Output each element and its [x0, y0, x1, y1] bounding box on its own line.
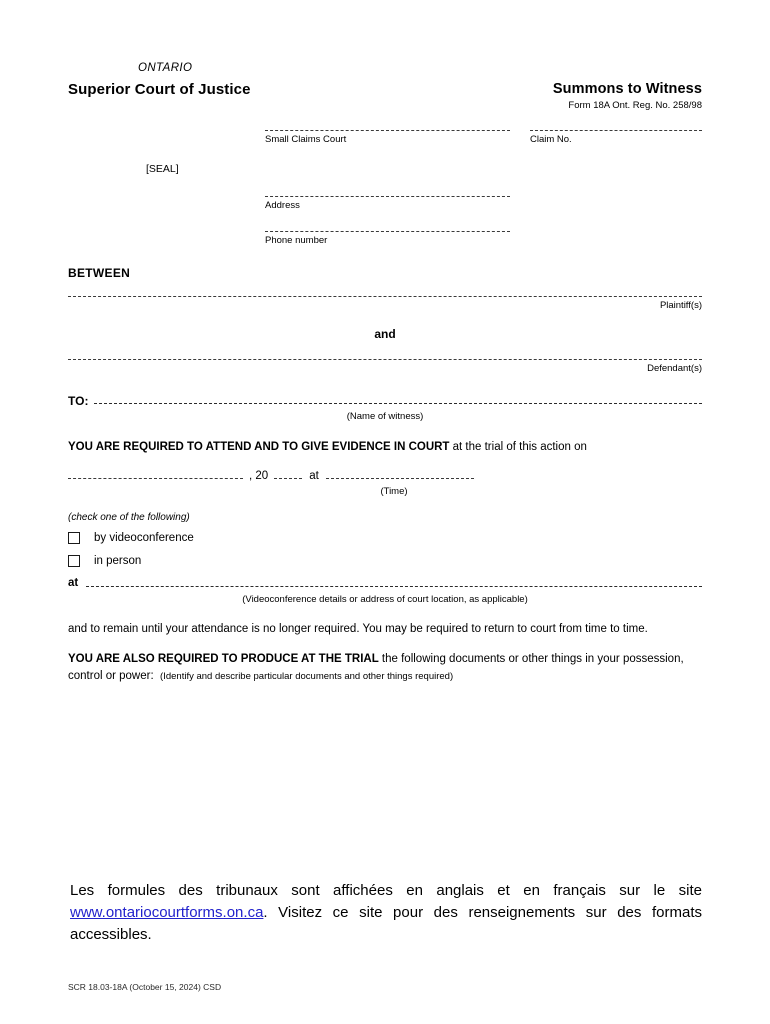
- french-accessibility-notice: [70, 880, 702, 945]
- at-location-label: at: [68, 577, 79, 589]
- seal-marker: [SEAL]: [146, 163, 179, 175]
- remain-paragraph: and to remain until your attendance is no longer required. You may be required to return to court from time to time.: [68, 623, 648, 635]
- defendant-input-line[interactable]: [68, 359, 702, 360]
- court-name-heading: Superior Court of Justice: [68, 81, 251, 98]
- claim-number-input-line[interactable]: [530, 130, 702, 131]
- produce-paragraph: [68, 651, 693, 684]
- time-caption: (Time): [380, 486, 408, 497]
- trial-datetime-row[interactable]: [68, 470, 568, 482]
- attend-bold-lead: YOU ARE REQUIRED TO ATTEND AND TO GIVE EVIDENCE IN COURT: [68, 441, 450, 453]
- ontario-court-forms-link[interactable]: www.ontariocourtforms.on.ca: [70, 903, 264, 921]
- form-revision-footer: SCR 18.03-18A (October 15, 2024) CSD: [68, 982, 222, 992]
- address-field[interactable]: [265, 196, 510, 211]
- produce-instruction: (Identify and describe particular documents and other things required): [160, 670, 454, 682]
- at-time-label: at: [309, 470, 319, 482]
- trial-date-input-line[interactable]: [68, 478, 243, 479]
- to-label: TO:: [68, 394, 89, 408]
- check-one-hint: (check one of the following): [68, 512, 190, 523]
- form-title: Summons to Witness: [552, 81, 702, 97]
- claim-number-field[interactable]: [530, 130, 702, 145]
- small-claims-court-field[interactable]: [265, 130, 510, 145]
- checkbox-label-in-person: in person: [94, 555, 142, 567]
- produce-rest-line2: possession, control or power:: [68, 653, 684, 682]
- form-number: Form 18A Ont. Reg. No. 258/98: [568, 100, 702, 111]
- attend-requirement-paragraph: [68, 440, 708, 456]
- address-input-line[interactable]: [265, 196, 510, 197]
- phone-number-input-line[interactable]: [265, 231, 510, 232]
- location-input-line[interactable]: [86, 586, 702, 587]
- checkbox-videoconference[interactable]: [68, 532, 80, 544]
- defendant-caption: Defendant(s): [647, 363, 702, 374]
- plaintiff-caption: Plaintiff(s): [659, 300, 702, 311]
- produce-bold-lead: YOU ARE ALSO REQUIRED TO PRODUCE AT THE TRIAL: [68, 653, 379, 665]
- french-notice-part1: Les formules des tribunaux sont affichées en anglais et en français sur le site: [70, 882, 702, 899]
- and-separator: and: [374, 327, 396, 341]
- checkbox-label-videoconference: by videoconference: [94, 532, 194, 544]
- witness-name-input-line[interactable]: [94, 403, 702, 404]
- location-row[interactable]: [68, 578, 702, 590]
- phone-number-label: Phone number: [265, 235, 328, 246]
- plaintiff-input-line[interactable]: [68, 296, 702, 297]
- small-claims-court-label: Small Claims Court: [265, 134, 347, 145]
- between-label: BETWEEN: [68, 266, 131, 280]
- witness-name-row[interactable]: [68, 395, 702, 407]
- jurisdiction-label: ONTARIO: [138, 62, 193, 74]
- produce-rest-line1: the following documents or other things in your: [378, 653, 620, 665]
- small-claims-court-input-line[interactable]: [265, 130, 510, 131]
- checkbox-in-person[interactable]: [68, 555, 80, 567]
- witness-name-caption: (Name of witness): [346, 411, 424, 422]
- claim-number-label: Claim No.: [530, 134, 572, 145]
- phone-number-field[interactable]: [265, 231, 510, 246]
- year-prefix-label: , 20: [249, 470, 269, 482]
- location-caption: (Videoconference details or address of court location, as applicable): [242, 594, 528, 605]
- address-label: Address: [265, 200, 300, 211]
- checkbox-row-in-person[interactable]: [68, 555, 141, 567]
- defendant-field[interactable]: [68, 359, 702, 374]
- french-notice-part2: . Visitez ce site pour des renseignements sur des formats accessibles.: [70, 903, 702, 943]
- attend-rest-text: at the trial of this action on: [449, 441, 587, 453]
- checkbox-row-videoconference[interactable]: [68, 532, 194, 544]
- plaintiff-field[interactable]: [68, 296, 702, 311]
- trial-time-input-line[interactable]: [326, 478, 474, 479]
- trial-year-input-line[interactable]: [274, 478, 302, 479]
